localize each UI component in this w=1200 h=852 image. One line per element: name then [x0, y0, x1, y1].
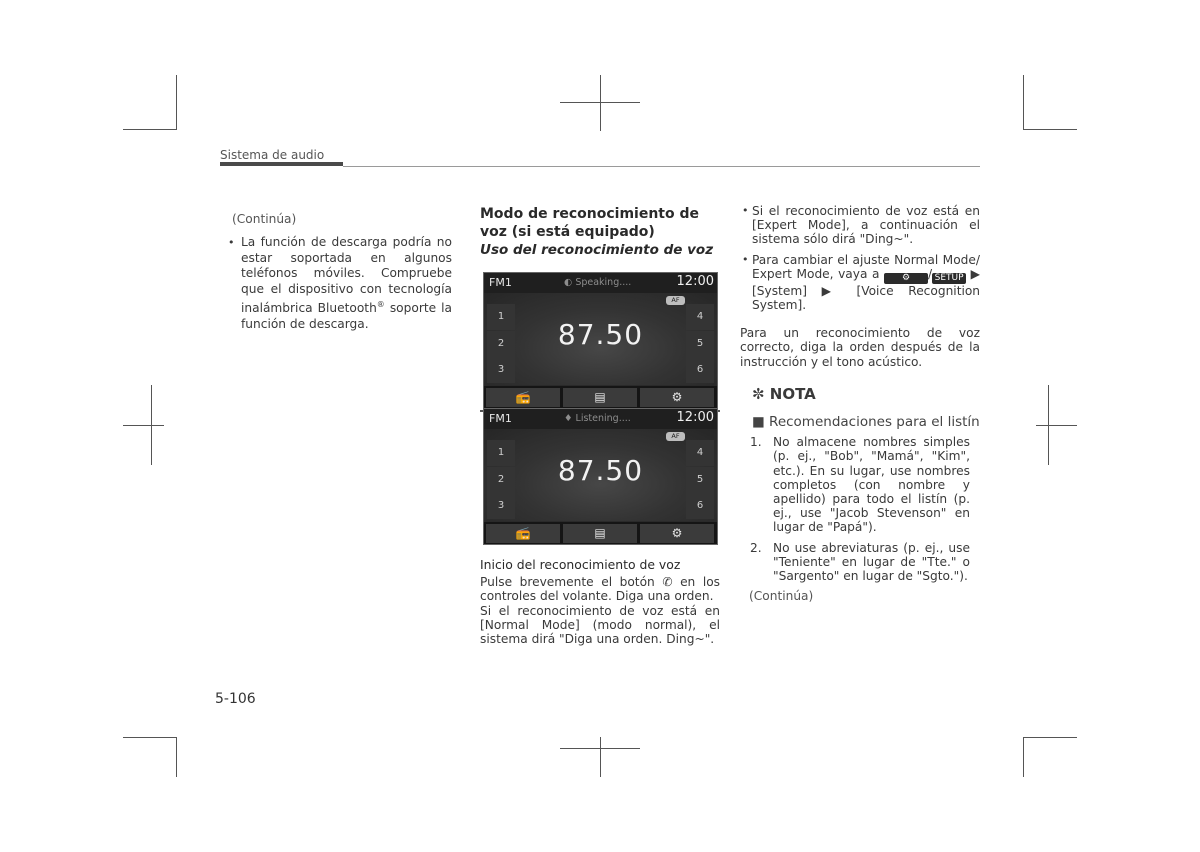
column-middle-text: [480, 558, 720, 646]
preset-button: 4: [686, 440, 714, 466]
radio-screen-speaking: [483, 272, 718, 409]
continued-note: (Continúa): [749, 589, 814, 604]
arrow-right-icon: ▶: [970, 266, 980, 281]
clock: 12:00: [676, 410, 714, 425]
page-number: 5-106: [215, 691, 256, 707]
paragraph-text: Pulse brevemente el botón: [480, 575, 655, 590]
section-header: Sistema de audio: [220, 148, 325, 162]
crop-mark: [123, 425, 164, 426]
screen-main: [484, 293, 717, 385]
crop-mark: [1023, 75, 1024, 130]
gear-icon: ⚙: [640, 524, 714, 543]
list-text: No use abreviaturas (p. ej., use "Teniente" en lugar de "Tte." o "Sargento" en lugar de "Sgto.").: [773, 540, 970, 584]
list-item: [740, 541, 980, 584]
bullet-text: [Voice Recognition System].: [752, 283, 981, 313]
crop-mark: [123, 737, 176, 738]
crop-mark: [560, 102, 640, 103]
list-number: 1.: [750, 435, 762, 450]
recommendations-title: ■ Recomendaciones para el listín: [752, 414, 980, 431]
figure-caption: Inicio del reconocimiento de voz: [480, 557, 681, 572]
crop-mark: [176, 737, 177, 777]
bullet-text: Para cambiar el ajuste Normal Mode/ Expert Mode, vaya a: [752, 252, 980, 281]
frequency-readout: 87.50: [557, 318, 644, 351]
radio-icon: ▤: [563, 388, 637, 407]
speaking-icon: ◐: [564, 277, 576, 288]
header-bar: [220, 162, 343, 166]
crop-mark: [176, 75, 177, 130]
column-left: [228, 212, 452, 332]
screen-status-bar: [484, 273, 717, 293]
preset-button: 3: [487, 493, 515, 519]
crop-mark: [1023, 129, 1077, 130]
radio-list-icon: 📻: [486, 388, 560, 407]
registered-mark: ®: [376, 300, 385, 310]
bullet-text-end: soporte la función de descarga.: [241, 301, 452, 331]
voice-button-icon: ✆: [662, 575, 673, 590]
crop-mark: [560, 748, 640, 749]
paragraph: [480, 575, 720, 603]
band-label: FM1: [489, 276, 512, 289]
paragraph: Si el reconocimiento de voz está en [Normal Mode] (modo normal), el sistema dirá "Diga una orden. Ding~".: [480, 603, 720, 647]
preset-button: 5: [686, 467, 714, 493]
paragraph: Para un reconocimiento de voz correcto, diga la orden después de la instrucción y el tono acústico.: [740, 326, 980, 369]
preset-button: 4: [686, 304, 714, 330]
microphone-icon: ♦: [564, 413, 576, 424]
preset-button: 2: [487, 331, 515, 357]
continued-note: (Continúa): [232, 212, 297, 226]
voice-status-text: Speaking....: [575, 277, 632, 288]
column-middle: [480, 206, 720, 259]
gear-icon: ⚙: [640, 388, 714, 407]
bullet-item: • Para cambiar el ajuste Normal Mode/ Expert Mode, vaya a ⚙ / SETUP ▶ [System] ▶ [Voice Recognition System].: [740, 253, 980, 313]
radio-icon: ▤: [563, 524, 637, 543]
bullet-text: La función de descarga podría no estar soportada en algunos teléfonos móviles. Compruebe que el dispositivo con tecnología inalámbrica Bluetooth: [241, 235, 452, 316]
column-right: [740, 204, 980, 603]
preset-button: 6: [686, 357, 714, 383]
radio-screen-listening: [483, 408, 718, 545]
preset-button: 2: [487, 467, 515, 493]
clock: 12:00: [676, 274, 714, 289]
preset-button: 5: [686, 331, 714, 357]
af-badge: AF: [666, 296, 685, 305]
screen-bottom-bar: [484, 522, 717, 544]
crop-mark: [600, 75, 601, 131]
bullet-text: [System]: [752, 283, 807, 298]
voice-status: [564, 413, 631, 424]
note-heading: ✼ NOTA: [752, 384, 816, 403]
list-text: No almacene nombres simples (p. ej., "Bob", "Mamá", "Kim", etc.). En su lugar, use nombres completos (con nombre y apellido) para todo el listín (p. ej., use "Jacob Stevenson" en lugar de "Papá").: [773, 435, 970, 535]
voice-status-text: Listening....: [575, 413, 631, 424]
crop-mark: [600, 737, 601, 777]
paragraph-text-end: en los controles del volante. Diga una orden.: [480, 575, 721, 604]
list-item: [740, 435, 980, 534]
section-subtitle: Uso del reconocimiento de voz: [480, 242, 714, 258]
preset-button: 1: [487, 304, 515, 330]
preset-button: 3: [487, 357, 515, 383]
voice-status: [564, 277, 631, 288]
band-label: FM1: [489, 412, 512, 425]
bullet-item: • Si el reconocimiento de voz está en [Expert Mode], a continuación el sistema sólo dirá "Ding~".: [740, 204, 980, 247]
crop-mark: [1036, 425, 1077, 426]
crop-mark: [123, 129, 176, 130]
screen-status-bar: [484, 409, 717, 429]
arrow-right-icon: ▶: [821, 283, 842, 298]
radio-list-icon: 📻: [486, 524, 560, 543]
header-rule: [343, 166, 980, 167]
af-badge: AF: [666, 432, 685, 441]
crop-mark: [1023, 737, 1077, 738]
setup-button-label: SETUP: [932, 273, 966, 284]
screen-bottom-bar: [484, 386, 717, 408]
preset-button: 6: [686, 493, 714, 519]
list-number: 2.: [750, 540, 762, 555]
frequency-readout: 87.50: [557, 454, 644, 487]
section-title: Modo de reconocimiento de voz (si está equipado): [480, 206, 700, 240]
settings-button-icon: ⚙: [884, 273, 928, 284]
screen-main: [484, 429, 717, 521]
preset-button: 1: [487, 440, 515, 466]
crop-mark: [1023, 737, 1024, 777]
bullet-item: [228, 235, 452, 332]
